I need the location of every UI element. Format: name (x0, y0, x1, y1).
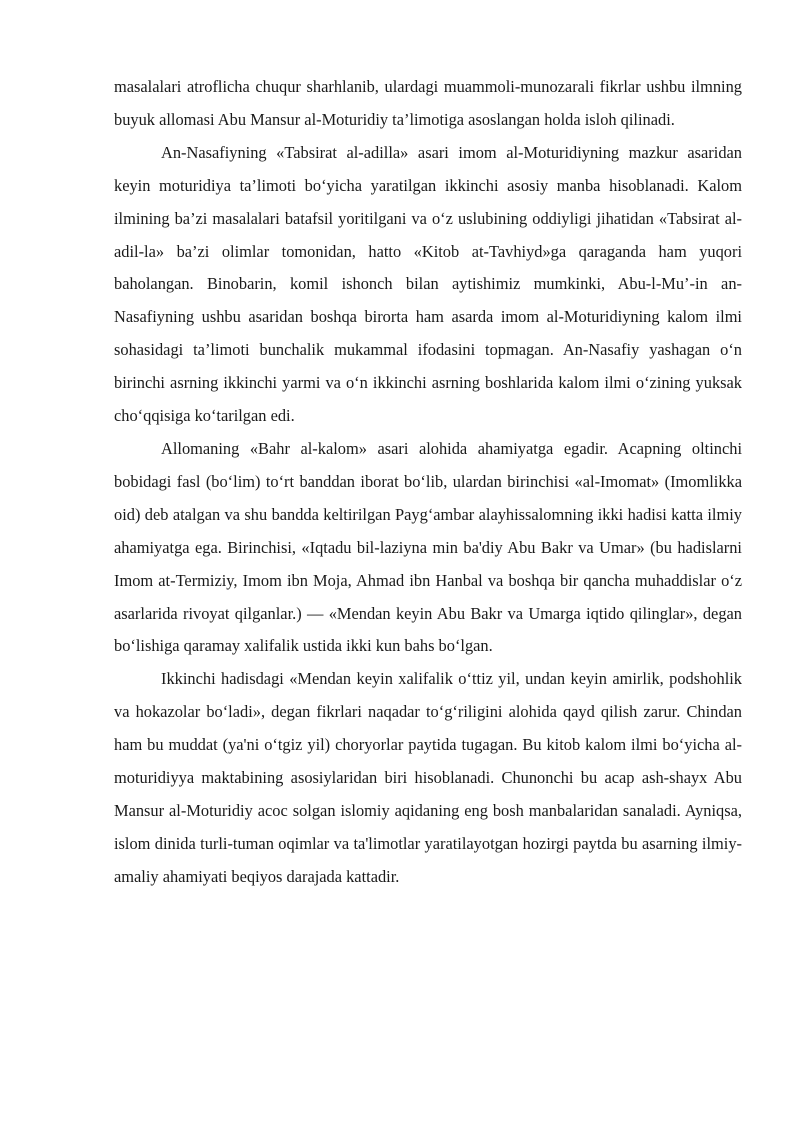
paragraph-continuation: masalalari atroflicha chuqur sharhlanib, ulardagi muammoli-munozarali fikrlar ushbu ilmning buyuk allomasi Abu Mansur al-Moturidiy ta’limotiga asoslangan holda isloh qilinadi. (114, 77, 742, 129)
document-page (114, 71, 742, 894)
paragraph-bahr-al-kalom: Allomaning «Bahr al-kalom» asari alohida ahamiyatga egadir. Acapning oltinchi bobidagi fasl (bo‘lim) to‘rt banddan iborat bo‘lib, ulardan birinchisi «al-Imomat» (Imomlikka oid) deb atalgan va shu bandda keltirilgan Payg‘ambar alayhissalomning ikki hadisi katta ilmiy ahamiyatga ega. Birinchisi, «Iqtadu bil-laziyna min ba'diy Abu Bakr va Umar» (bu hadislarni Imom at-Termiziy, Imom ibn Moja, Ahmad ibn Hanbal va boshqa bir qancha muhaddislar o‘z asarlarida rivoyat qilganlar.) — «Mendan keyin Abu Bakr va Umarga iqtido qilinglar», degan bo‘lishiga qaramay xalifalik ustida ikki kun bahs bo‘lgan. (114, 438, 742, 656)
paragraph-tabsirat-al-adilla: An-Nasafiyning «Tabsirat al-adilla» asari imom al-Moturidiyning mazkur asaridan keyin moturidiya ta’limoti bo‘yicha yaratilgan ikkinchi asosiy manba hisoblanadi. Kalom ilmining ba’zi masalalari batafsil yoritilgani va o‘z uslubining oddiyligi jihatidan «Tabsirat al-adil-la» ba’zi olimlar tomonidan, hatto «Kitob at-Tavhiyd»ga qaraganda ham yuqori baholangan. Binobarin, komil ishonch bilan aytishimiz mumkinki, Abu-l-Mu’-in an-Nasafiyning ushbu asaridan boshqa birorta ham asarda imom al-Moturidiyning kalom ilmi sohasidagi ta’limoti bunchalik mukammal ifodasini topmagan. An-Nasafiy yashagan o‘n birinchi asrning ikkinchi yarmi va o‘n ikkinchi asrning boshlarida kalom ilmi o‘zining yuksak cho‘qqisiga ko‘tarilgan edi. (114, 142, 742, 426)
paragraph-second-hadith: Ikkinchi hadisdagi «Mendan keyin xalifalik o‘ttiz yil, undan keyin amirlik, podshohlik va hokazolar bo‘ladi», degan fikrlari naqadar to‘g‘riligini alohida qayd qilish zarur. Chindan ham bu muddat (ya'ni o‘tgiz yil) choryorlar paytida tugagan. Bu kitob kalom ilmi bo‘yicha al-moturidiyya maktabining asosiylaridan biri hisoblanadi. Chunonchi bu acap ash-shayx Abu Mansur al-Moturidiy acoc solgan islomiy aqidaning eng bosh manbalaridan sanaladi. Ayniqsa, islom dinida turli-tuman oqimlar va ta'limotlar yaratilayotgan hozirgi paytda bu asarning ilmiy-amaliy ahamiyati beqiyos darajada kattadir. (114, 669, 742, 886)
